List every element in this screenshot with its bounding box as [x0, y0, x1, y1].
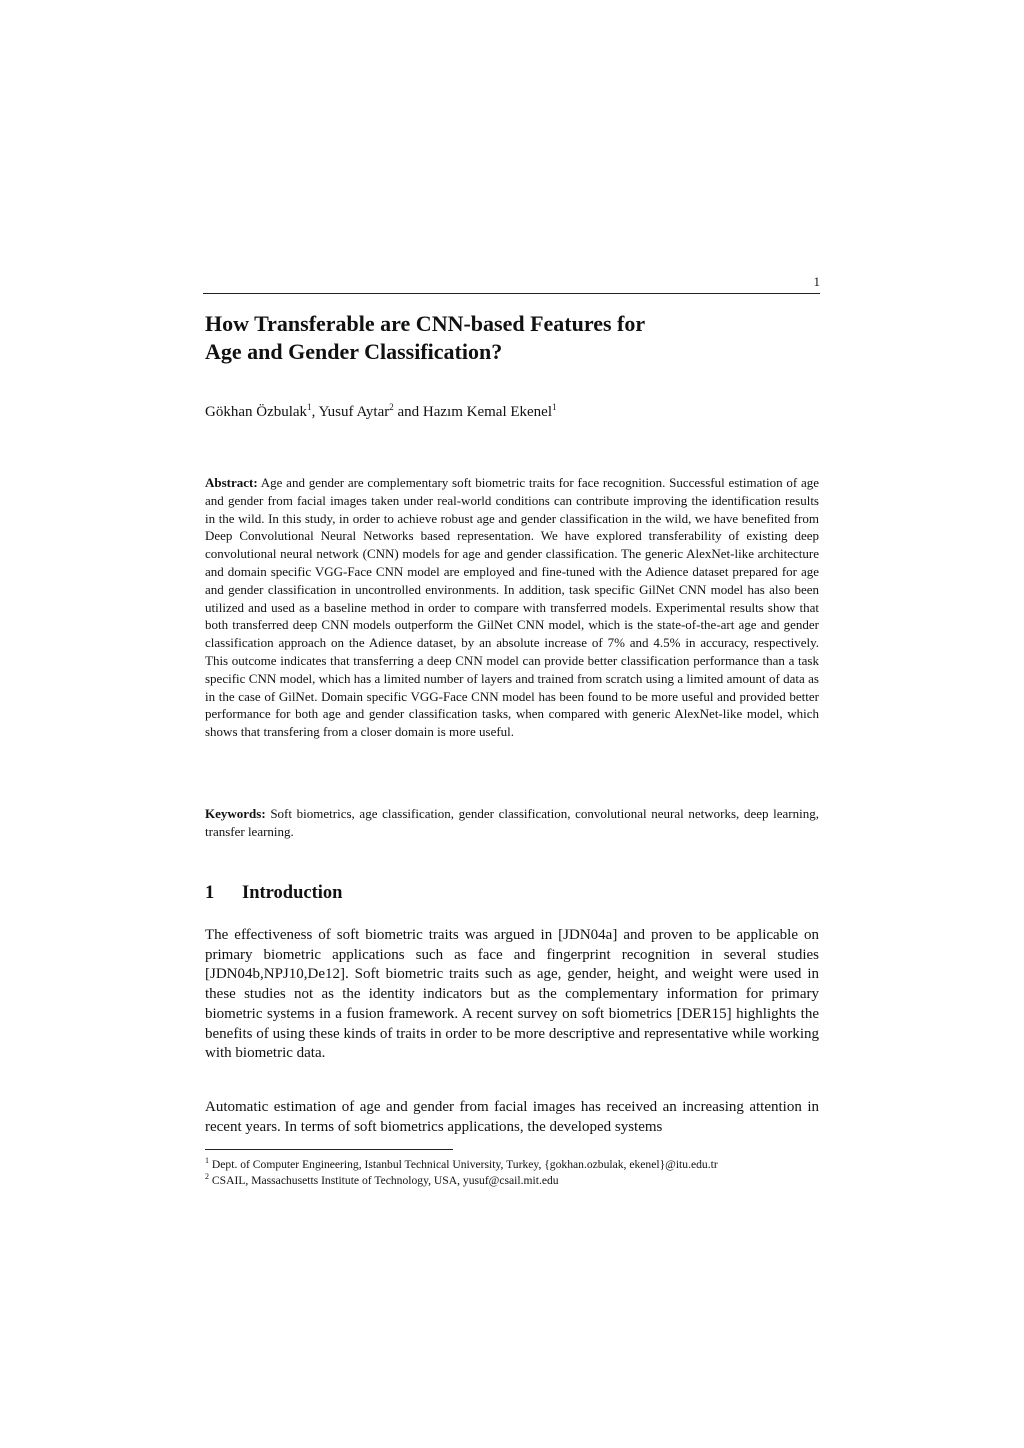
keywords-text: Soft biometrics, age classification, gender classification, convolutional neural networks, deep learning, transfer learning.	[205, 806, 819, 839]
title-line-2: Age and Gender Classification?	[205, 339, 503, 364]
author-list	[205, 402, 557, 422]
author-affiliation-mark: 1	[552, 402, 557, 412]
abstract-label: Abstract:	[205, 475, 258, 490]
keywords	[205, 805, 819, 841]
footnote-rule	[205, 1149, 453, 1150]
footnote	[205, 1157, 825, 1172]
abstract	[205, 474, 819, 741]
author-separator: and	[393, 404, 423, 420]
page-number: 1	[813, 274, 820, 289]
footnote	[205, 1173, 825, 1188]
section-number: 1	[205, 883, 215, 903]
author-affiliation-mark: 2	[389, 402, 394, 412]
author-name: Hazım Kemal Ekenel	[422, 404, 553, 420]
section-title: Introduction	[242, 883, 343, 903]
keywords-label: Keywords:	[205, 806, 266, 821]
footnote-text: CSAIL, Massachusetts Institute of Technology, USA, yusuf@csail.mit.edu	[211, 1174, 559, 1187]
header-rule	[203, 293, 820, 294]
footnote-text: Dept. of Computer Engineering, Istanbul Technical University, Turkey, {gokhan.ozbulak, ekenel}@itu.edu.tr	[211, 1158, 718, 1171]
author-name: Gökhan Özbulak	[205, 404, 308, 420]
body-paragraph: Automatic estimation of age and gender from facial images has received an increasing attention in recent years. In terms of soft biometrics applications, the developed systems	[205, 1099, 819, 1135]
author-affiliation-mark: 1	[307, 402, 312, 412]
body-paragraph: The effectiveness of soft biometric traits was argued in [JDN04a] and proven to be applicable on primary biometric applications such as face and fingerprint recognition in several studies [JDN04b,NPJ10,De12]. Soft biometric traits such as age, gender, height, and weight were used in these studies not as the identity indicators but as the complementary information for primary biometric systems in a fusion framework. A recent survey on soft biometrics [DER15] highlights the benefits of using these kinds of traits in order to be more descriptive and representative while working with biometric data.	[205, 927, 819, 1062]
paper-title	[205, 310, 805, 366]
author-separator: ,	[311, 404, 319, 420]
title-line-1: How Transferable are CNN-based Features for	[205, 311, 646, 336]
footnote-mark: 2	[205, 1172, 209, 1182]
footnote-mark: 1	[205, 1156, 209, 1166]
author-name: Yusuf Aytar	[318, 404, 390, 420]
abstract-text: Age and gender are complementary soft biometric traits for face recognition. Successful estimation of age and gender from facial images taken under real-world conditions can contribute improving the identification results in the wild. In this study, in order to achieve robust age and gender classification in the wild, we have benefited from Deep Convolutional Neural Networks based representation. We have explored transferability of existing deep convolutional neural network (CNN) models for age and gender classification. The generic AlexNet-like architecture and domain specific VGG-Face CNN model are employed and fine-tuned with the Adience dataset prepared for age and gender classification in uncontrolled environments. In addition, task specific GilNet CNN model has also been utilized and used as a baseline method in order to compare with transferred models. Experimental results show that both transferred deep CNN models outperform the GilNet CNN model, which is the state-of-the-art age and gender classification approach on the Adience dataset, by an absolute increase of 7% and 4.5% in accuracy, respectively. This outcome indicates that transferring a deep CNN model can provide better classification performance than a task specific CNN model, which has a limited number of layers and trained from scratch using a limited amount of data as in the case of GilNet. Domain specific VGG-Face CNN model has been found to be more useful and provided better performance for both age and gender classification tasks, when compared with generic AlexNet-like model, which shows that transfering from a closer domain is more useful.	[205, 475, 819, 740]
section-heading-introduction	[205, 881, 342, 905]
